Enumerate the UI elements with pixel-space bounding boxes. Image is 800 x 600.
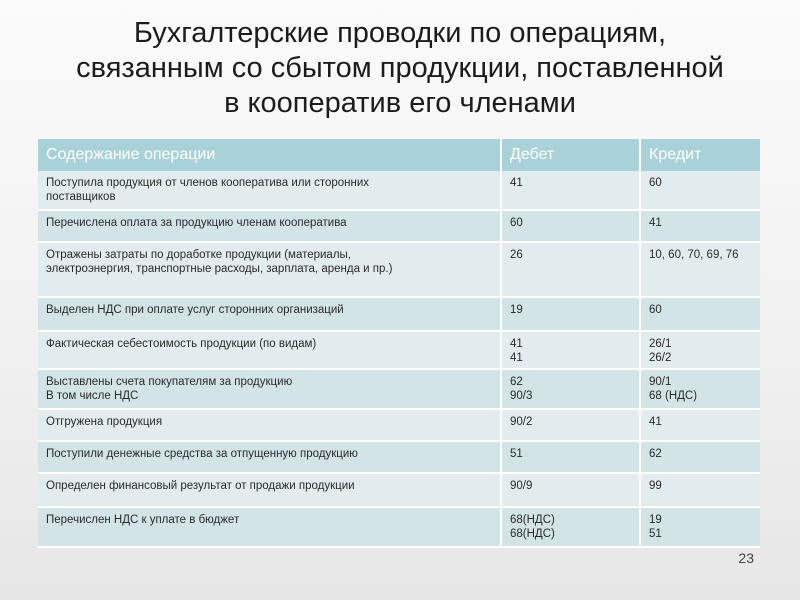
credit-cell: 62 [640,441,760,473]
page-number: 23 [738,550,754,566]
credit-cell: 60 [640,297,760,331]
operation-cell: Поступила продукция от членов кооператива или сторонних поставщиков [38,171,501,210]
table-row [38,331,760,369]
table-row [38,369,760,409]
credit-cell: 41 [640,210,760,242]
operation-cell: Поступили денежные средства за отпущенную продукцию [38,441,501,473]
debit-cell: 68(НДС) 68(НДС) [501,507,640,547]
debit-cell: 90/2 [501,409,640,441]
debit-cell: 19 [501,297,640,331]
table-row [38,507,760,547]
credit-cell: 41 [640,409,760,441]
operation-cell: Выделен НДС при оплате услуг сторонних организаций [38,297,501,331]
credit-cell: 19 51 [640,507,760,547]
credit-cell: 90/1 68 (НДС) [640,369,760,409]
title-line-3: в кооператив его членами [224,87,576,119]
debit-cell: 51 [501,441,640,473]
table-row [38,210,760,242]
slide-title [20,16,780,121]
operation-cell: Отгружена продукция [38,409,501,441]
table-header-row [38,139,760,171]
debit-cell: 26 [501,242,640,297]
operation-cell: Определен финансовый результат от продажи продукции [38,473,501,507]
debit-cell: 60 [501,210,640,242]
table-row [38,473,760,507]
credit-cell: 99 [640,473,760,507]
table-row [38,441,760,473]
debit-cell: 41 [501,171,640,210]
operation-cell: Перечислен НДС к уплате в бюджет [38,507,501,547]
header-debit: Дебет [501,139,640,171]
credit-cell: 10, 60, 70, 69, 76 [640,242,760,297]
debit-cell: 62 90/3 [501,369,640,409]
header-credit: Кредит [640,139,760,171]
header-operation: Содержание операции [38,139,501,171]
table-row [38,409,760,441]
title-line-2: связанным со сбытом продукции, поставленной [76,52,724,84]
operation-cell: Выставлены счета покупателям за продукцию В том числе НДС [38,369,501,409]
operation-cell: Фактическая себестоимость продукции (по видам) [38,331,501,369]
debit-cell: 41 41 [501,331,640,369]
table-row [38,242,760,297]
table-row [38,297,760,331]
credit-cell: 26/1 26/2 [640,331,760,369]
operations-table [38,139,760,548]
debit-cell: 90/9 [501,473,640,507]
credit-cell: 60 [640,171,760,210]
table-row [38,171,760,210]
title-line-1: Бухгалтерские проводки по операциям, [133,17,667,49]
operation-cell: Отражены затраты по доработке продукции (материалы, электроэнергия, транспортные расходы, зарплата, аренда и пр.) [38,242,501,297]
operation-cell: Перечислена оплата за продукцию членам кооператива [38,210,501,242]
